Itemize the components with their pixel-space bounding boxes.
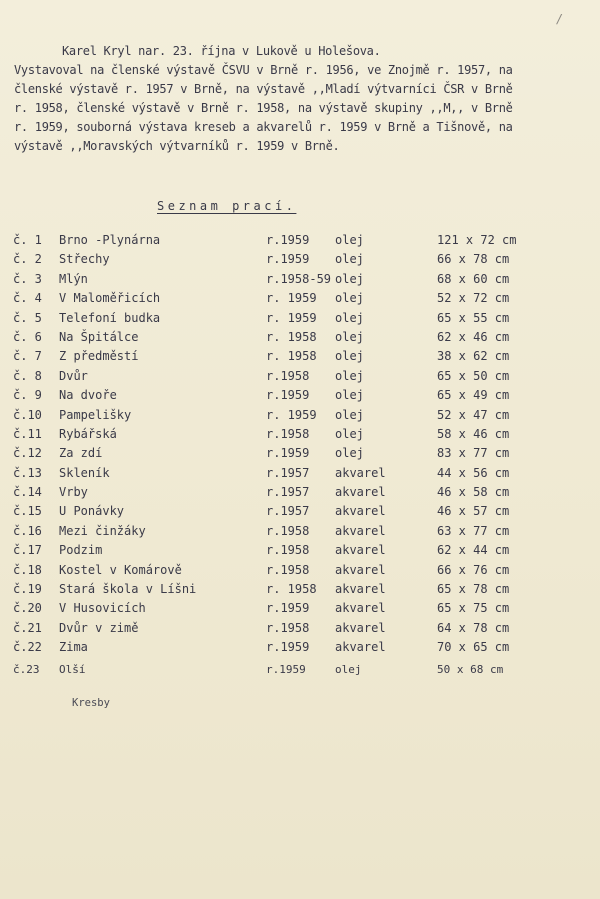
work-row [13, 427, 593, 446]
work-year: r.1958-59 [266, 271, 332, 286]
work-row [13, 621, 593, 640]
work-medium: olej [335, 329, 364, 344]
work-year: r.1958 [266, 426, 310, 441]
work-row [13, 349, 593, 368]
work-year: r. 1958 [266, 329, 317, 344]
work-title: U Ponávky [59, 504, 125, 519]
list-heading: Seznam prací. [157, 199, 297, 213]
work-medium: olej [335, 271, 364, 286]
work-row [13, 563, 593, 582]
work-number: č.19 [13, 582, 42, 597]
work-row [13, 543, 593, 562]
work-year: r. 1959 [266, 407, 317, 422]
work-number: č.18 [13, 562, 42, 577]
work-medium: akvarel [335, 523, 386, 538]
work-number: č.16 [13, 523, 42, 538]
work-number: č.20 [13, 601, 42, 616]
work-medium: akvarel [335, 562, 386, 577]
work-medium: akvarel [335, 465, 386, 480]
work-medium: olej [335, 368, 364, 383]
work-title: V Maloměřicích [59, 291, 161, 306]
work-number: č. 7 [13, 349, 42, 364]
work-size: 65 x 78 cm [437, 582, 510, 597]
work-row [13, 601, 593, 620]
work-number: č. 4 [13, 291, 42, 306]
work-size: 65 x 49 cm [437, 388, 510, 403]
work-number: č.21 [13, 620, 42, 635]
work-number: č. 3 [13, 271, 42, 286]
work-number: č.10 [13, 407, 42, 422]
work-medium: akvarel [335, 601, 386, 616]
work-number: č. 5 [13, 310, 42, 325]
work-size: 52 x 47 cm [437, 407, 510, 422]
work-title: Stará škola v Líšni [59, 582, 197, 597]
work-row [13, 252, 593, 271]
work-row [13, 272, 593, 291]
work-medium: olej [335, 407, 364, 422]
work-size: 38 x 62 cm [437, 349, 510, 364]
work-year: r. 1958 [266, 582, 317, 597]
work-size: 121 x 72 cm [437, 233, 517, 247]
work-title: Na dvoře [59, 388, 117, 403]
work-title: Dvůr v zimě [59, 620, 139, 635]
work-medium: olej [335, 662, 362, 676]
work-title: Mezi činžáky [59, 523, 146, 538]
intro-line: Vystavoval na členské výstavě ČSVU v Brně r. 1956, ve Znojmě r. 1957, na [14, 63, 513, 77]
work-title: V Husovicích [59, 601, 146, 616]
page-mark: / [556, 12, 564, 26]
work-medium: olej [335, 349, 364, 364]
work-number: č.11 [13, 426, 42, 441]
work-title: Olší [59, 662, 86, 676]
work-size: 65 x 50 cm [437, 368, 510, 383]
work-row [13, 466, 593, 485]
work-medium: olej [335, 388, 364, 403]
work-title: Pampelišky [59, 407, 132, 422]
work-size: 65 x 55 cm [437, 310, 510, 325]
work-number: č.14 [13, 485, 42, 500]
work-row [13, 582, 593, 601]
work-number: č. 1 [13, 233, 42, 247]
work-medium: olej [335, 446, 364, 461]
work-year: r.1957 [266, 485, 310, 500]
work-row [13, 311, 593, 330]
work-year: r.1958 [266, 562, 310, 577]
work-year: r. 1959 [266, 310, 317, 325]
work-medium: akvarel [335, 620, 386, 635]
work-medium: olej [335, 252, 364, 267]
work-size: 58 x 46 cm [437, 426, 510, 441]
work-size: 62 x 44 cm [437, 543, 510, 558]
work-number: č. 9 [13, 388, 42, 403]
work-size: 46 x 58 cm [437, 485, 510, 500]
work-row [13, 663, 593, 682]
work-year: r.1958 [266, 543, 310, 558]
work-size: 65 x 75 cm [437, 601, 510, 616]
work-title: Na Špitálce [59, 329, 139, 344]
work-title: Rybářská [59, 426, 117, 441]
work-row [13, 291, 593, 310]
work-year: r.1959 [266, 388, 310, 403]
work-year: r.1959 [266, 233, 310, 247]
work-title: Podzim [59, 543, 103, 558]
work-medium: akvarel [335, 582, 386, 597]
work-number: č. 6 [13, 329, 42, 344]
work-title: Brno -Plynárna [59, 233, 161, 247]
work-year: r.1959 [266, 601, 310, 616]
work-size: 83 x 77 cm [437, 446, 510, 461]
work-year: r.1959 [266, 252, 310, 267]
work-medium: olej [335, 310, 364, 325]
work-size: 50 x 68 cm [437, 662, 504, 676]
work-size: 46 x 57 cm [437, 504, 510, 519]
work-year: r.1958 [266, 523, 310, 538]
work-size: 66 x 78 cm [437, 252, 510, 267]
work-number: č. 8 [13, 368, 42, 383]
work-title: Vrby [59, 485, 88, 500]
work-year: r.1957 [266, 465, 310, 480]
work-row [13, 233, 593, 252]
work-size: 44 x 56 cm [437, 465, 510, 480]
work-year: r. 1959 [266, 291, 317, 306]
work-medium: akvarel [335, 504, 386, 519]
work-row [13, 485, 593, 504]
work-year: r.1959 [266, 446, 310, 461]
work-number: č. 2 [13, 252, 42, 267]
drawings-label: Kresby [72, 697, 110, 709]
work-row [13, 388, 593, 407]
work-year: r.1959 [266, 662, 306, 676]
works-list [13, 233, 593, 682]
work-row [13, 504, 593, 523]
work-title: Skleník [59, 465, 110, 480]
work-row [13, 408, 593, 427]
work-size: 62 x 46 cm [437, 329, 510, 344]
work-title: Dvůr [59, 368, 88, 383]
work-medium: akvarel [335, 640, 386, 655]
work-number: č.13 [13, 465, 42, 480]
work-year: r.1958 [266, 620, 310, 635]
intro-line: Karel Kryl nar. 23. října v Lukově u Holešova. [62, 44, 381, 58]
work-medium: olej [335, 291, 364, 306]
intro-line: r. 1958, členské výstavě v Brně r. 1958, na výstavě skupiny ,,M,, v Brně [14, 101, 513, 115]
work-title: Střechy [59, 252, 110, 267]
work-size: 63 x 77 cm [437, 523, 510, 538]
work-year: r.1959 [266, 640, 310, 655]
work-size: 64 x 78 cm [437, 620, 510, 635]
intro-line: r. 1959, souborná výstava kreseb a akvarelů r. 1959 v Brně a Tišnově, na [14, 120, 513, 134]
work-size: 52 x 72 cm [437, 291, 510, 306]
work-number: č.22 [13, 640, 42, 655]
biography-paragraph [14, 42, 594, 156]
work-medium: olej [335, 233, 364, 247]
intro-line: členské výstavě r. 1957 v Brně, na výstavě ,,Mladí výtvarníci ČSR v Brně [14, 82, 513, 96]
work-size: 70 x 65 cm [437, 640, 510, 655]
work-title: Kostel v Komárově [59, 562, 182, 577]
work-title: Z předměstí [59, 349, 139, 364]
work-number: č.15 [13, 504, 42, 519]
work-row [13, 446, 593, 465]
work-year: r.1957 [266, 504, 310, 519]
work-title: Za zdí [59, 446, 103, 461]
work-medium: akvarel [335, 485, 386, 500]
work-row [13, 330, 593, 349]
work-title: Mlýn [59, 271, 88, 286]
intro-line: výstavě ,,Moravských výtvarníků r. 1959 v Brně. [14, 139, 340, 153]
work-year: r. 1958 [266, 349, 317, 364]
work-size: 68 x 60 cm [437, 271, 510, 286]
work-number: č.12 [13, 446, 42, 461]
work-number: č.23 [13, 662, 40, 676]
work-row [13, 640, 593, 659]
work-row [13, 369, 593, 388]
work-medium: olej [335, 426, 364, 441]
work-year: r.1958 [266, 368, 310, 383]
work-title: Telefoní budka [59, 310, 161, 325]
work-number: č.17 [13, 543, 42, 558]
work-medium: akvarel [335, 543, 386, 558]
work-row [13, 524, 593, 543]
work-title: Zima [59, 640, 88, 655]
work-size: 66 x 76 cm [437, 562, 510, 577]
